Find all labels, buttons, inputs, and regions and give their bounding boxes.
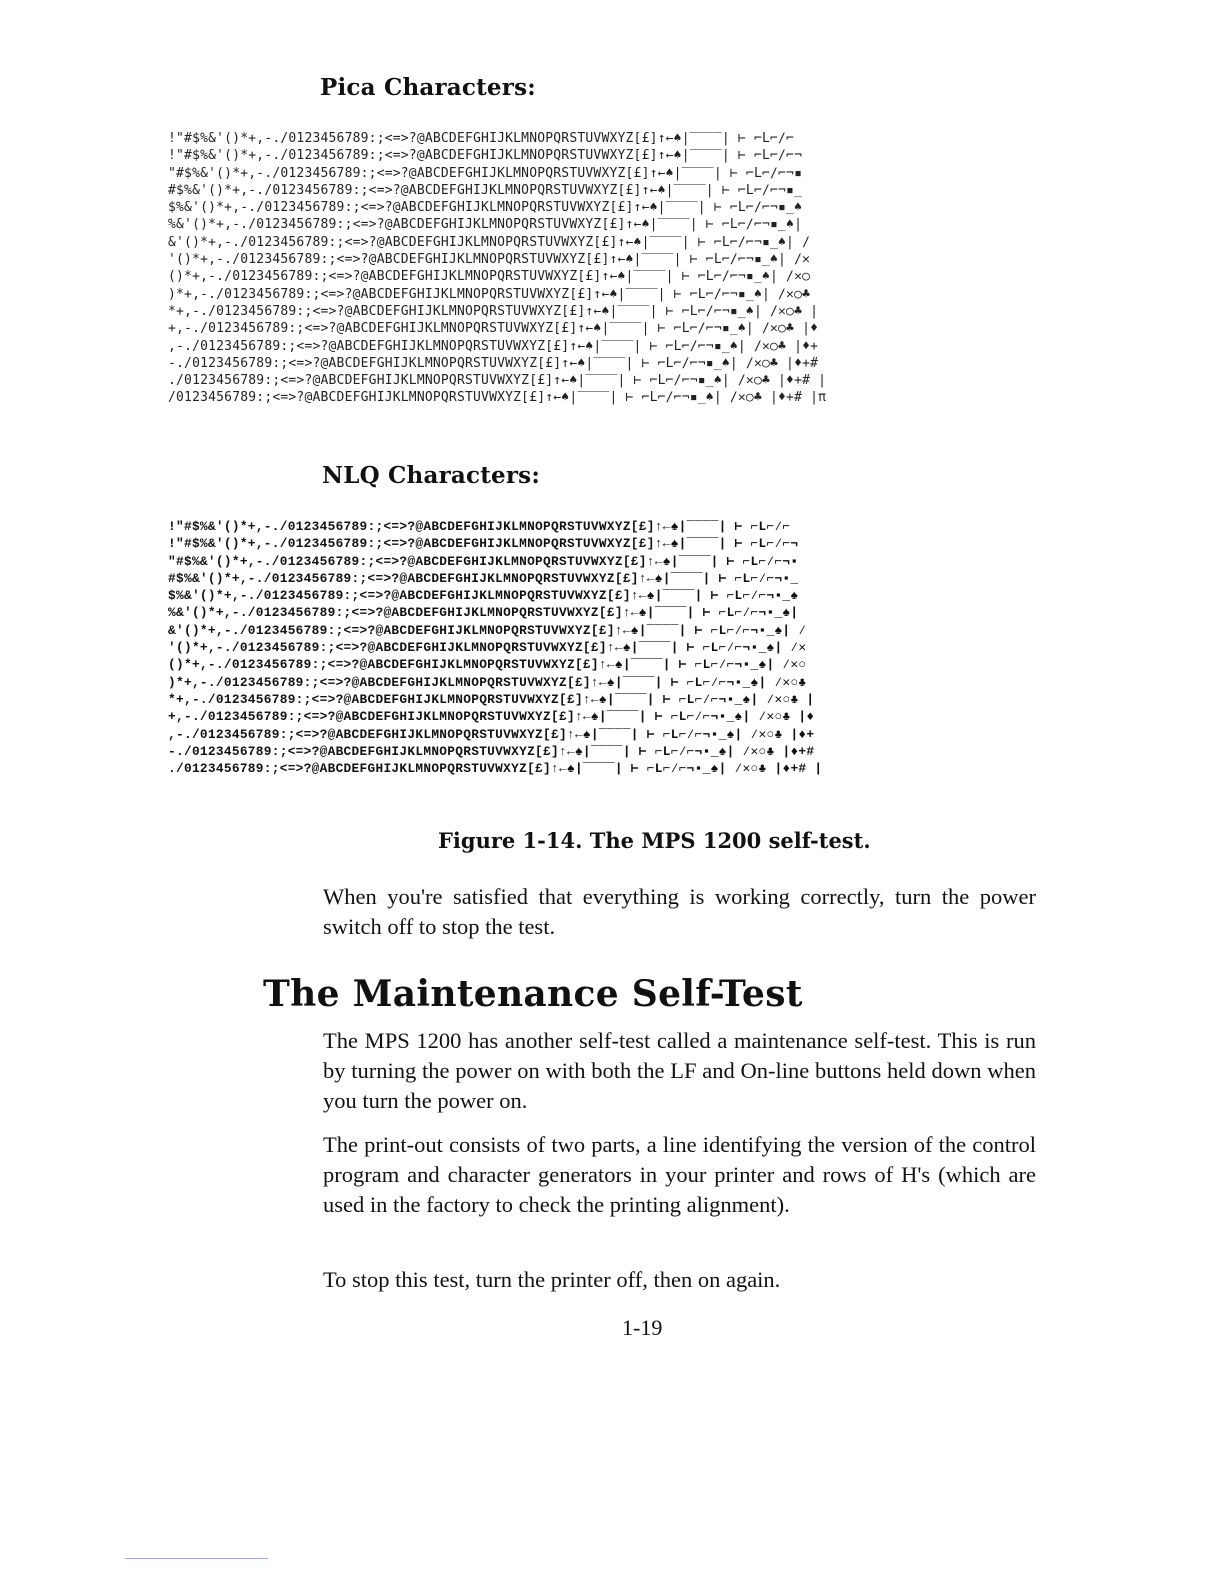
nlq-print-line: '()*+,-./0123456789:;<=>?@ABCDEFGHIJKLMNOPQRSTUVWXYZ[£]↑←♠|‾‾‾‾| ⊢ ⌐L⌐∕⌐¬▪_♠| ∕✕ (168, 640, 807, 656)
nlq-print-line: -./0123456789:;<=>?@ABCDEFGHIJKLMNOPQRSTUVWXYZ[£]↑←♠|‾‾‾‾| ⊢ ⌐L⌐∕⌐¬▪_♠| ∕✕○♣ |♦+# (168, 743, 815, 759)
paragraph-satisfied: When you're satisfied that everything is working correctly, turn the power switch off to stop the test. (323, 884, 1036, 939)
pica-print-line: '()*+,-./0123456789:;<=>?@ABCDEFGHIJKLMNOPQRSTUVWXYZ[£]↑←♠|‾‾‾‾| ⊢ ⌐L⌐∕⌐¬▪_♠| ∕✕ (168, 252, 811, 268)
footer-rule (125, 1558, 268, 1559)
nlq-print-line: +,-./0123456789:;<=>?@ABCDEFGHIJKLMNOPQRSTUVWXYZ[£]↑←♠|‾‾‾‾| ⊢ ⌐L⌐∕⌐¬▪_♠| ∕✕○♣ |♦ (168, 709, 815, 725)
pica-print-line: !"#$%&'()*+,-./0123456789:;<=>?@ABCDEFGHIJKLMNOPQRSTUVWXYZ[£]↑←♠|‾‾‾‾| ⊢ ⌐L⌐∕⌐ (168, 131, 795, 146)
nlq-print-line: *+,-./0123456789:;<=>?@ABCDEFGHIJKLMNOPQRSTUVWXYZ[£]↑←♠|‾‾‾‾| ⊢ ⌐L⌐∕⌐¬▪_♠| ∕✕○♣ | (168, 691, 815, 707)
pica-print-line: /0123456789:;<=>?@ABCDEFGHIJKLMNOPQRSTUVWXYZ[£]↑←♠|‾‾‾‾| ⊢ ⌐L⌐∕⌐¬▪_♠| ∕✕○♣ |♦+# |π (168, 390, 827, 406)
nlq-print-line: #$%&'()*+,-./0123456789:;<=>?@ABCDEFGHIJKLMNOPQRSTUVWXYZ[£]↑←♠|‾‾‾‾| ⊢ ⌐L⌐∕⌐¬▪_ (168, 570, 799, 586)
nlq-print-line: ,-./0123456789:;<=>?@ABCDEFGHIJKLMNOPQRSTUVWXYZ[£]↑←♠|‾‾‾‾| ⊢ ⌐L⌐∕⌐¬▪_♠| ∕✕○♣ |♦+ (168, 726, 815, 742)
pica-print-line: *+,-./0123456789:;<=>?@ABCDEFGHIJKLMNOPQRSTUVWXYZ[£]↑←♠|‾‾‾‾| ⊢ ⌐L⌐∕⌐¬▪_♠| ∕✕○♣ | (168, 303, 819, 319)
nlq-print-line: )*+,-./0123456789:;<=>?@ABCDEFGHIJKLMNOPQRSTUVWXYZ[£]↑←♠|‾‾‾‾| ⊢ ⌐L⌐∕⌐¬▪_♠| ∕✕○♣ (168, 674, 807, 690)
section-title: The Maintenance Self-Test (263, 973, 803, 1015)
pica-print-line: "#$%&'()*+,-./0123456789:;<=>?@ABCDEFGHIJKLMNOPQRSTUVWXYZ[£]↑←♠|‾‾‾‾| ⊢ ⌐L⌐∕⌐¬▪ (168, 165, 803, 181)
pica-print-line: ()*+,-./0123456789:;<=>?@ABCDEFGHIJKLMNOPQRSTUVWXYZ[£]↑←♠|‾‾‾‾| ⊢ ⌐L⌐∕⌐¬▪_♠| ∕✕○ (168, 269, 811, 285)
paragraph-stop-test: To stop this test, turn the printer off, then on again. (323, 1267, 781, 1292)
pica-print-line: &'()*+,-./0123456789:;<=>?@ABCDEFGHIJKLMNOPQRSTUVWXYZ[£]↑←♠|‾‾‾‾| ⊢ ⌐L⌐∕⌐¬▪_♠| ∕ (168, 234, 811, 250)
pica-print-line: %&'()*+,-./0123456789:;<=>?@ABCDEFGHIJKLMNOPQRSTUVWXYZ[£]↑←♠|‾‾‾‾| ⊢ ⌐L⌐∕⌐¬▪_♠| (168, 217, 803, 233)
pica-print-line: ./0123456789:;<=>?@ABCDEFGHIJKLMNOPQRSTUVWXYZ[£]↑←♠|‾‾‾‾| ⊢ ⌐L⌐∕⌐¬▪_♠| ∕✕○♣ |♦+# | (168, 373, 827, 389)
figure-caption: Figure 1-14. The MPS 1200 self-test. (438, 828, 871, 853)
pica-print-line: #$%&'()*+,-./0123456789:;<=>?@ABCDEFGHIJKLMNOPQRSTUVWXYZ[£]↑←♠|‾‾‾‾| ⊢ ⌐L⌐∕⌐¬▪_ (168, 182, 803, 198)
pica-print-line: !"#$%&'()*+,-./0123456789:;<=>?@ABCDEFGHIJKLMNOPQRSTUVWXYZ[£]↑←♠|‾‾‾‾| ⊢ ⌐L⌐∕⌐¬ (168, 148, 803, 164)
nlq-print-line: !"#$%&'()*+,-./0123456789:;<=>?@ABCDEFGHIJKLMNOPQRSTUVWXYZ[£]↑←♠|‾‾‾‾| ⊢ ⌐L⌐∕⌐ (168, 519, 791, 534)
page-number: 1-19 (622, 1315, 663, 1340)
nlq-print-line: ()*+,-./0123456789:;<=>?@ABCDEFGHIJKLMNOPQRSTUVWXYZ[£]↑←♠|‾‾‾‾| ⊢ ⌐L⌐∕⌐¬▪_♠| ∕✕○ (168, 657, 807, 673)
nlq-print-line: !"#$%&'()*+,-./0123456789:;<=>?@ABCDEFGHIJKLMNOPQRSTUVWXYZ[£]↑←♠|‾‾‾‾| ⊢ ⌐L⌐∕⌐¬ (168, 536, 799, 552)
pica-character-printout (168, 130, 1048, 407)
paragraph-maintenance-intro: The MPS 1200 has another self-test called a maintenance self-test. This is run by turning the power on with both the LF and On-line buttons held down when you turn the power on. (323, 1028, 1036, 1113)
pica-heading: Pica Characters: (320, 74, 536, 101)
nlq-character-printout (168, 518, 1048, 777)
pica-print-line: $%&'()*+,-./0123456789:;<=>?@ABCDEFGHIJKLMNOPQRSTUVWXYZ[£]↑←♠|‾‾‾‾| ⊢ ⌐L⌐∕⌐¬▪_♠ (168, 200, 803, 216)
nlq-print-line: $%&'()*+,-./0123456789:;<=>?@ABCDEFGHIJKLMNOPQRSTUVWXYZ[£]↑←♠|‾‾‾‾| ⊢ ⌐L⌐∕⌐¬▪_♠ (168, 588, 799, 604)
pica-print-line: -./0123456789:;<=>?@ABCDEFGHIJKLMNOPQRSTUVWXYZ[£]↑←♠|‾‾‾‾| ⊢ ⌐L⌐∕⌐¬▪_♠| ∕✕○♣ |♦+# (168, 355, 819, 371)
paragraph-printout-description: The print-out consists of two parts, a line identifying the version of the control program and character generators in your printer and rows of H's (which are used in the factory to check the printing alignment). (323, 1132, 1036, 1217)
nlq-print-line: "#$%&'()*+,-./0123456789:;<=>?@ABCDEFGHIJKLMNOPQRSTUVWXYZ[£]↑←♠|‾‾‾‾| ⊢ ⌐L⌐∕⌐¬▪ (168, 553, 799, 569)
pica-print-line: )*+,-./0123456789:;<=>?@ABCDEFGHIJKLMNOPQRSTUVWXYZ[£]↑←♠|‾‾‾‾| ⊢ ⌐L⌐∕⌐¬▪_♠| ∕✕○♣ (168, 286, 811, 302)
nlq-print-line: &'()*+,-./0123456789:;<=>?@ABCDEFGHIJKLMNOPQRSTUVWXYZ[£]↑←♠|‾‾‾‾| ⊢ ⌐L⌐∕⌐¬▪_♠| ∕ (168, 622, 807, 638)
nlq-heading: NLQ Characters: (322, 462, 541, 489)
pica-print-line: ,-./0123456789:;<=>?@ABCDEFGHIJKLMNOPQRSTUVWXYZ[£]↑←♠|‾‾‾‾| ⊢ ⌐L⌐∕⌐¬▪_♠| ∕✕○♣ |♦+ (168, 338, 819, 354)
pica-print-line: +,-./0123456789:;<=>?@ABCDEFGHIJKLMNOPQRSTUVWXYZ[£]↑←♠|‾‾‾‾| ⊢ ⌐L⌐∕⌐¬▪_♠| ∕✕○♣ |♦ (168, 321, 819, 337)
nlq-print-line: %&'()*+,-./0123456789:;<=>?@ABCDEFGHIJKLMNOPQRSTUVWXYZ[£]↑←♠|‾‾‾‾| ⊢ ⌐L⌐∕⌐¬▪_♠| (168, 605, 799, 621)
nlq-print-line: ./0123456789:;<=>?@ABCDEFGHIJKLMNOPQRSTUVWXYZ[£]↑←♠|‾‾‾‾| ⊢ ⌐L⌐∕⌐¬▪_♠| ∕✕○♣ |♦+# | (168, 761, 823, 777)
